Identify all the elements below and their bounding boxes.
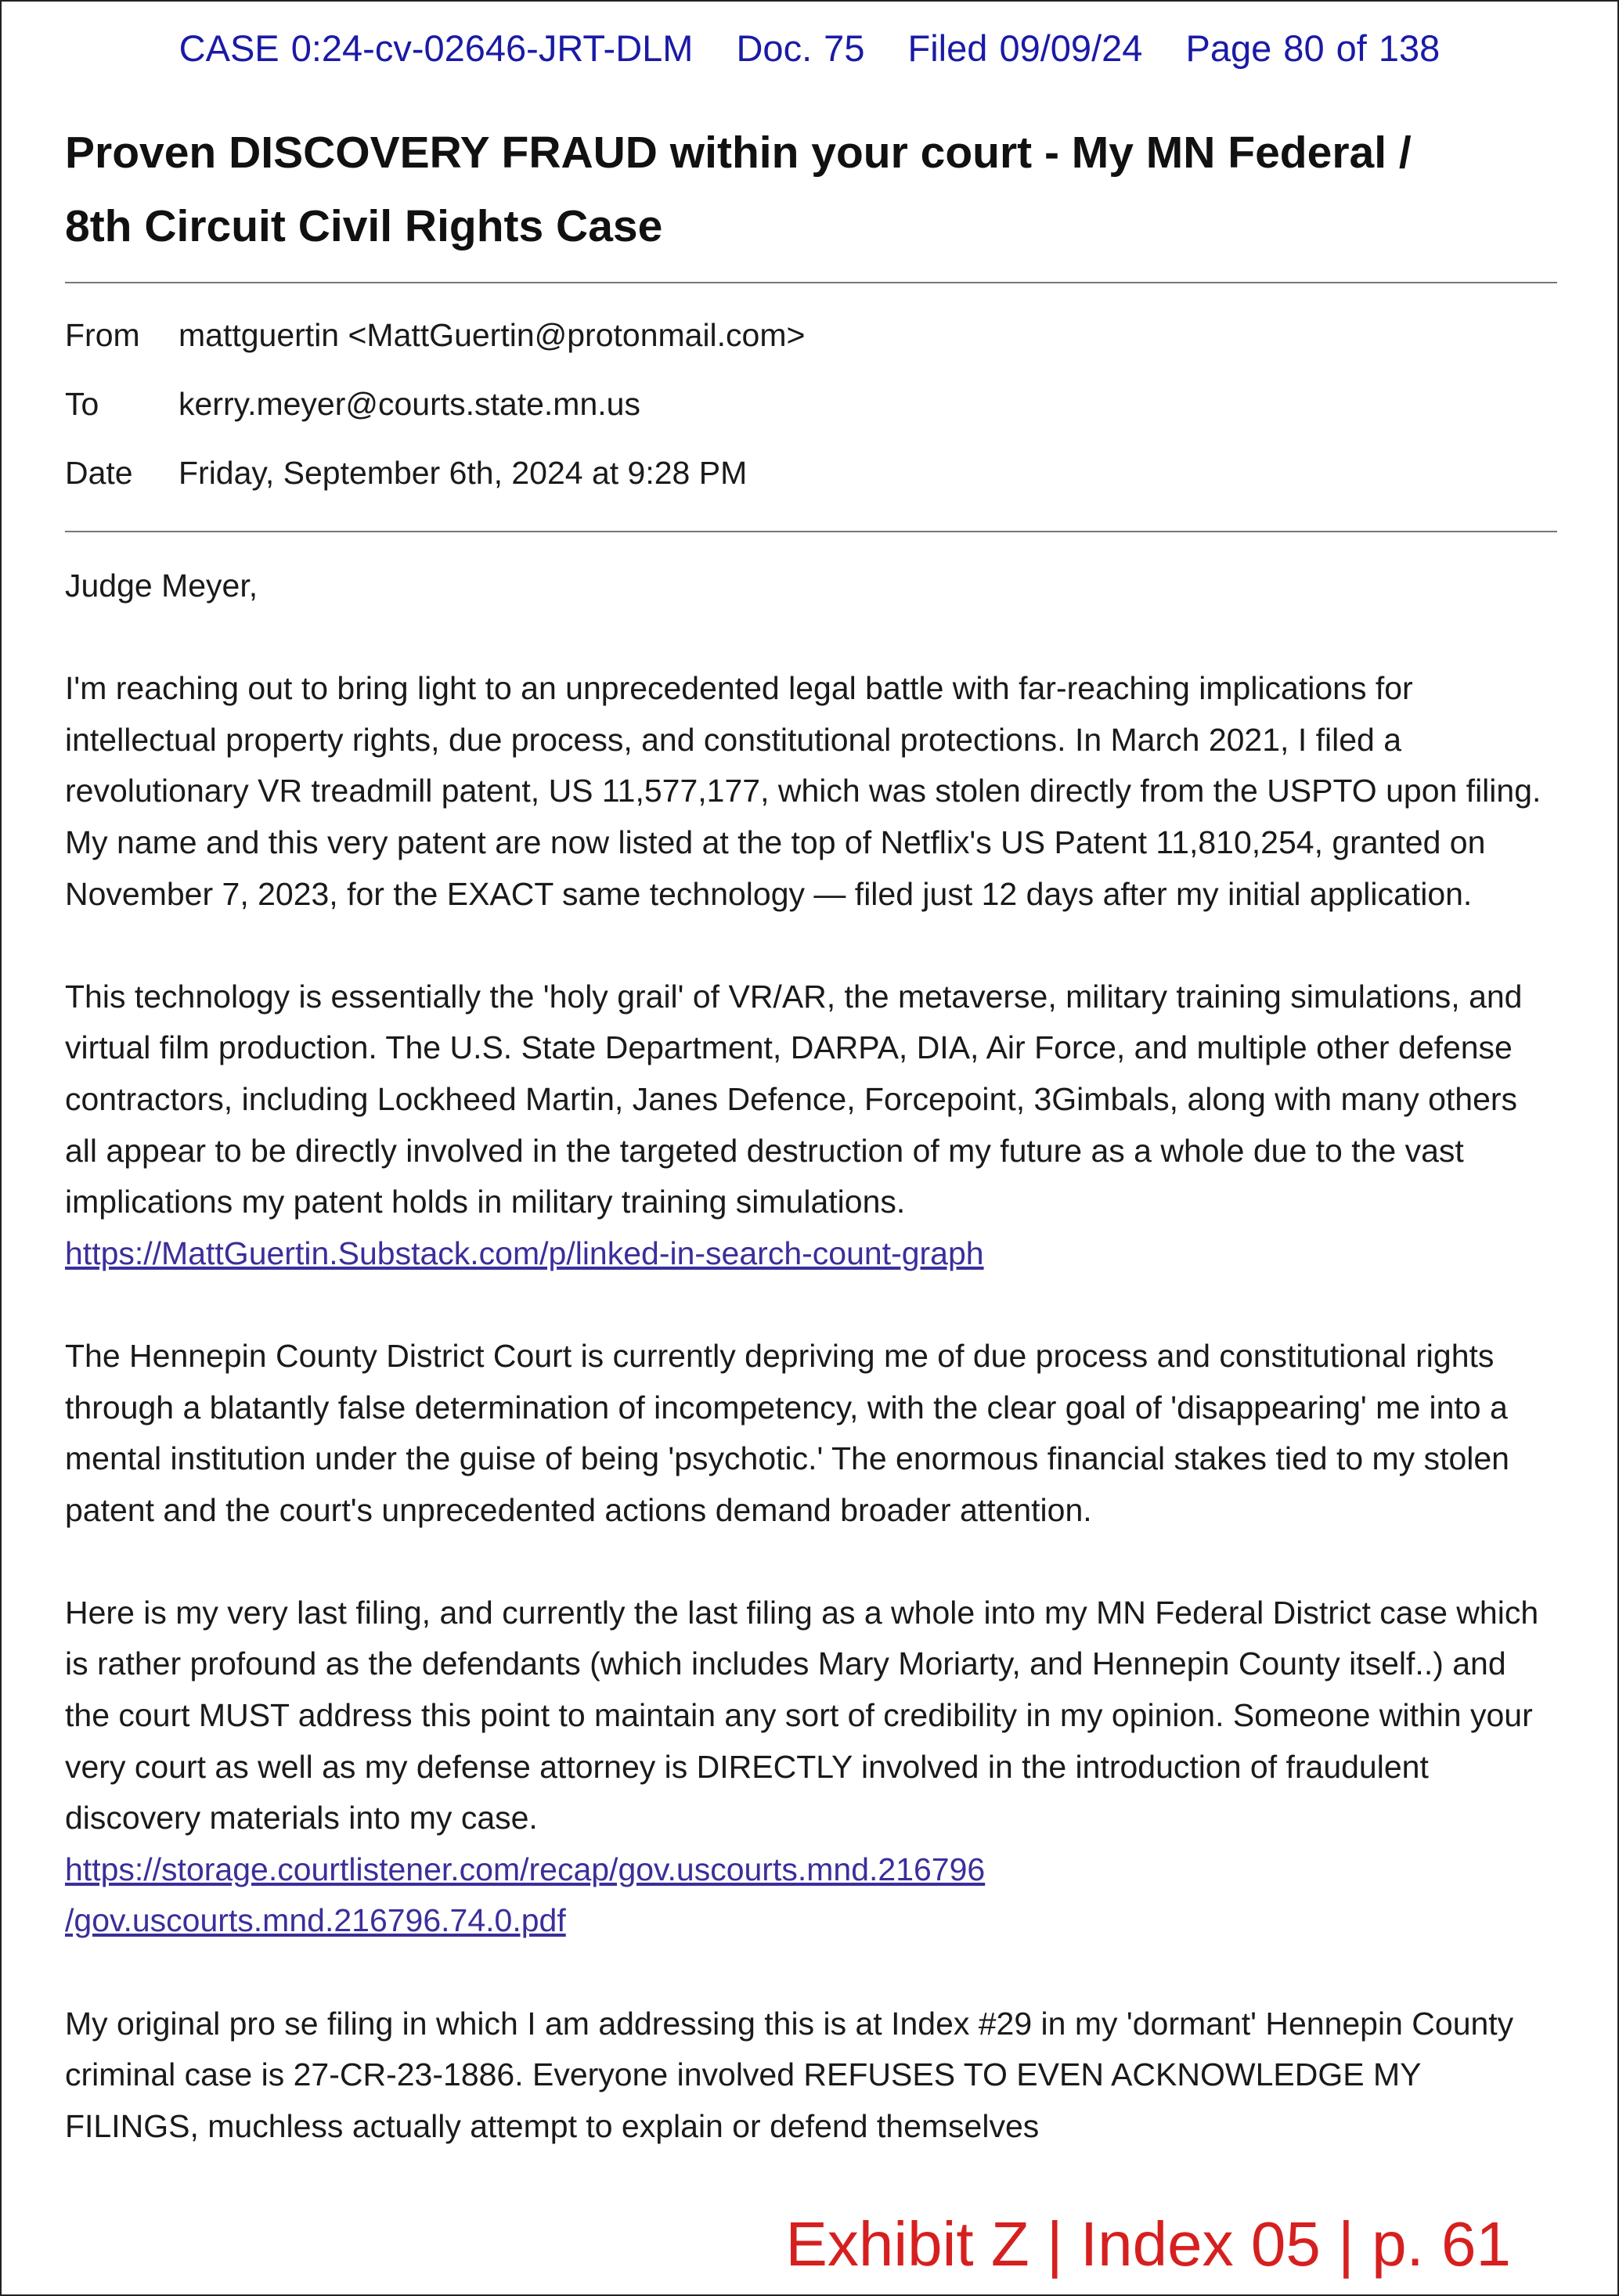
case-number: CASE 0:24-cv-02646-JRT-DLM [178,27,694,69]
to-value: kerry.meyer@courts.state.mn.us [178,386,640,422]
email-body [65,560,1557,2152]
doc-number: Doc. 75 [736,27,865,69]
courtlistener-link-line-1[interactable]: https://storage.courtlistener.com/recap/gov.uscourts.mnd.216796 [65,1851,986,1887]
filed-date: Filed 09/09/24 [907,27,1143,69]
paragraph-1: I'm reaching out to bring light to an unprecedented legal battle with far-reaching implications for intellectual property rights, due process, and constitutional protections. In March 2021, I filed a revolutionary VR treadmill patent, US 11,577,177, which was stolen directly from the USPTO upon filing. My name and this very patent are now listed at the top of Netflix's US Patent 11,810,254, granted on November 7, 2023, for the EXACT same technology — filed just 12 days after my initial application. [65,670,1541,912]
paragraph-4 [65,1588,1557,1947]
courtlistener-link[interactable] [65,1844,1557,1947]
paragraph-5: My original pro se filing in which I am addressing this is at Index #29 in my 'dormant' Hennepin County criminal case is 27-CR-23-1886. Everyone involved REFUSES TO EVEN ACKNOWLEDGE MY FILINGS, muchless actually attempt to explain or defend themselves [65,2005,1514,2144]
email-subject [65,116,1557,263]
email-metadata [65,283,1557,531]
paragraph-2-text: This technology is essentially the 'holy grail' of VR/AR, the metaverse, military training simulations, and virtual film production. The U.S. State Department, DARPA, DIA, Air Force, and multiple other defense contractors, including Lockheed Martin, Janes Defence, Forcepoint, 3Gimbals, along with many others all appear to be directly involved in the targeted destruction of my future as a whole due to the vast implications my patent holds in military training simulations. [65,978,1523,1220]
subject-line-1: Proven DISCOVERY FRAUD within your court - My MN Federal / [65,128,1412,178]
from-value: mattguertin <MattGuertin@protonmail.com> [178,317,806,353]
to-row [65,369,1557,438]
from-label: From [65,317,140,353]
substack-link[interactable]: https://MattGuertin.Substack.com/p/linked-in-search-count-graph [65,1235,984,1271]
email-content [65,116,1557,2204]
date-row [65,438,1557,507]
courtlistener-link-line-2[interactable]: /gov.uscourts.mnd.216796.74.0.pdf [65,1902,566,1939]
page-number: Page 80 of 138 [1185,27,1441,69]
to-label: To [65,386,99,422]
paragraph-3: The Hennepin County District Court is currently depriving me of due process and constitutional rights through a blatantly false determination of incompetency, with the clear goal of 'disappearing' me into a mental institution under the guise of being 'psychotic.' The enormous financial stakes tied to my stolen patent and the court's unprecedented actions demand broader attention. [65,1337,1509,1528]
paragraph-4-text: Here is my very last filing, and currently the last filing as a whole into my MN Federal District case which is rather profound as the defendants (which includes Mary Moriarty, and Hennepin County itself..) and the court MUST address this point to maintain any sort of credibility in my opinion. Someone within your very court as well as my defense attorney is DIRECTLY involved in the introduction of fraudulent discovery materials into my case. [65,1594,1539,1836]
date-label: Date [65,455,133,491]
paragraph-2 [65,971,1557,1280]
from-row [65,301,1557,369]
exhibit-stamp: Exhibit Z | Index 05 | p. 61 [785,2209,1511,2279]
divider-bottom [65,531,1557,532]
greeting: Judge Meyer, [65,568,258,604]
date-value: Friday, September 6th, 2024 at 9:28 PM [178,455,748,491]
subject-line-2: 8th Circuit Civil Rights Case [65,201,663,251]
case-header [2,27,1617,70]
